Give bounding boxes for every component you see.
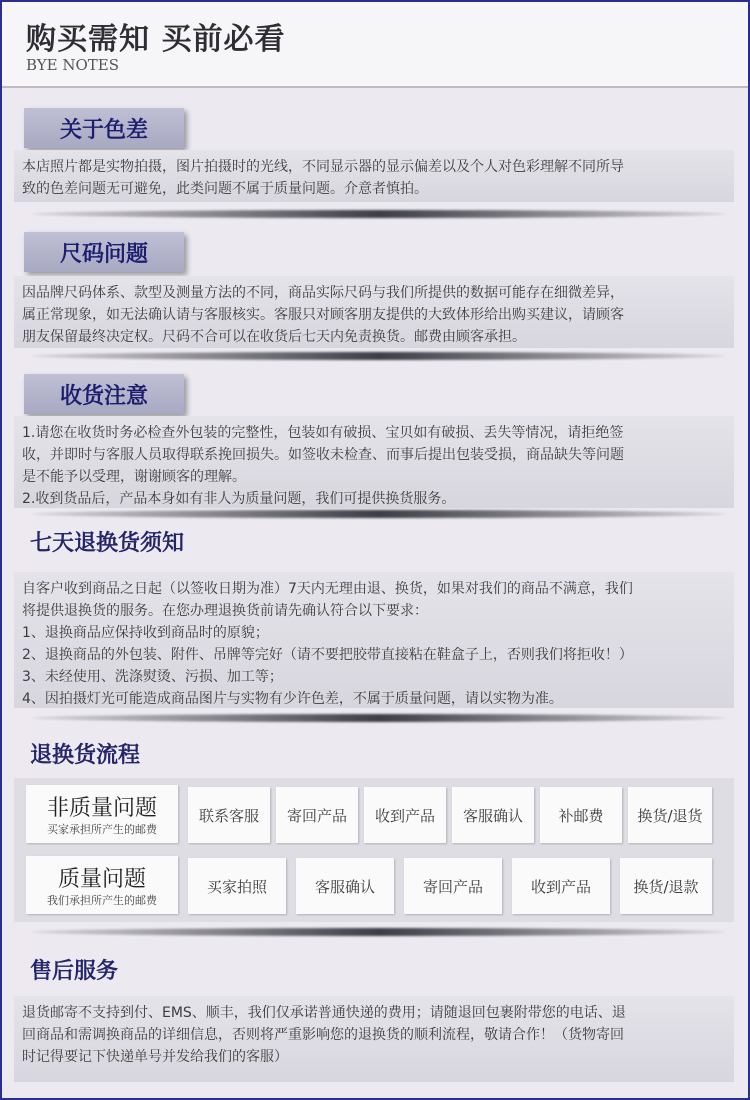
return-policy-line: 将提供退换货的服务。在您办理退换货前请先确认符合以下要求： bbox=[22, 603, 428, 619]
after-sales-heading: 售后服务 bbox=[30, 959, 119, 984]
divider-shadow bbox=[32, 510, 726, 518]
size-line: 属正常现象，如无法确认请与客服核实。客服只对顾客朋友提供的大致体形给出购买建议，请顾客 bbox=[22, 307, 624, 323]
size-tag: 尺码问题 bbox=[24, 232, 184, 272]
divider-shadow bbox=[32, 210, 726, 218]
flow-step: 寄回产品 bbox=[276, 787, 358, 843]
color-diff-line: 致的色差问题无可避免，此类问题不属于质量问题。介意者慎拍。 bbox=[22, 181, 428, 197]
after-sales-line: 退货邮寄不支持到付、EMS、顺丰，我们仅承诺普通快递的费用；请随退回包裹附带您的电话、退 bbox=[22, 1005, 626, 1021]
flow-step: 寄回产品 bbox=[404, 858, 502, 914]
color-diff-tag: 关于色差 bbox=[24, 108, 184, 148]
color-diff-line: 本店照片都是实物拍摄，图片拍摄时的光线，不同显示器的显示偏差以及个人对色彩理解不同所导 bbox=[22, 159, 624, 175]
flow-step: 补邮费 bbox=[540, 787, 622, 843]
flow-step: 收到产品 bbox=[512, 858, 610, 914]
receipt-tag: 收货注意 bbox=[24, 374, 184, 414]
flow-step: 联系客服 bbox=[188, 787, 270, 843]
divider-shadow bbox=[32, 352, 726, 360]
flow-row-title: 质量问题 bbox=[57, 867, 146, 892]
divider-shadow bbox=[32, 714, 726, 722]
return-policy-line: 1、退换商品应保持收到商品时的原貌； bbox=[22, 625, 269, 641]
receipt-panel bbox=[14, 416, 734, 508]
page-subtitle: BYE NOTES bbox=[26, 56, 120, 74]
flow-row-note: 买家承担所产生的邮费 bbox=[47, 823, 157, 836]
return-policy-line: 4、因拍摄灯光可能造成商品图片与实物有少许色差，不属于质量问题，请以实物为准。 bbox=[22, 691, 563, 707]
flow-step: 收到产品 bbox=[364, 787, 446, 843]
after-sales-line: 回商品和需调换商品的详细信息，否则将严重影响您的退换货的顺利流程，敬请合作！（货物寄回 bbox=[22, 1027, 624, 1043]
flow-step: 买家拍照 bbox=[188, 858, 286, 914]
receipt-line: 1.请您在收货时务必检查外包装的完整性，包装如有破损、宝贝如有破损、丢失等情况，请拒绝签 bbox=[22, 425, 624, 441]
page-header bbox=[2, 2, 748, 88]
return-policy-line: 2、退换商品的外包装、附件、吊牌等完好（请不要把胶带直接粘在鞋盒子上，否则我们将拒收！） bbox=[22, 647, 633, 663]
flow-step: 换货/退货 bbox=[628, 787, 712, 843]
return-policy-panel bbox=[14, 572, 734, 708]
flow-row-non-quality bbox=[26, 785, 178, 843]
receipt-line: 收，并即时与客服人员取得联系挽回损失。如签收未检查、而事后提出包装受损，商品缺失等问题 bbox=[22, 447, 624, 463]
receipt-line: 2.收到货品后，产品本身如有非人为质量问题，我们可提供换货服务。 bbox=[22, 491, 456, 507]
flow-step: 客服确认 bbox=[296, 858, 394, 914]
size-line: 因品牌尺码体系、款型及测量方法的不同，商品实际尺码与我们所提供的数据可能存在细微差异， bbox=[22, 285, 624, 301]
return-policy-line: 3、未经使用、洗涤熨烫、污损、加工等； bbox=[22, 669, 283, 685]
size-panel bbox=[14, 276, 734, 348]
color-diff-panel bbox=[14, 150, 734, 202]
after-sales-line: 时记得要记下快递单号并发给我们的客服） bbox=[22, 1049, 288, 1065]
flow-step: 换货/退款 bbox=[620, 858, 712, 914]
divider-shadow bbox=[32, 928, 726, 936]
after-sales-panel bbox=[14, 996, 734, 1082]
flow-row-title: 非质量问题 bbox=[46, 796, 157, 821]
receipt-line: 是不能予以受理，谢谢顾客的理解。 bbox=[22, 469, 246, 485]
flow-heading: 退换货流程 bbox=[30, 743, 141, 768]
page-title: 购买需知 买前必看 bbox=[26, 22, 286, 57]
return-policy-heading: 七天退换货须知 bbox=[30, 531, 185, 556]
flow-row-note: 我们承担所产生的邮费 bbox=[47, 894, 157, 907]
flow-row-quality bbox=[26, 856, 178, 914]
flow-step: 客服确认 bbox=[452, 787, 534, 843]
size-line: 朋友保留最终决定权。尺码不合可以在收货后七天内免责换货。邮费由顾客承担。 bbox=[22, 329, 526, 345]
return-policy-line: 自客户收到商品之日起（以签收日期为准）7天内无理由退、换货，如果对我们的商品不满意，我们 bbox=[22, 581, 633, 597]
